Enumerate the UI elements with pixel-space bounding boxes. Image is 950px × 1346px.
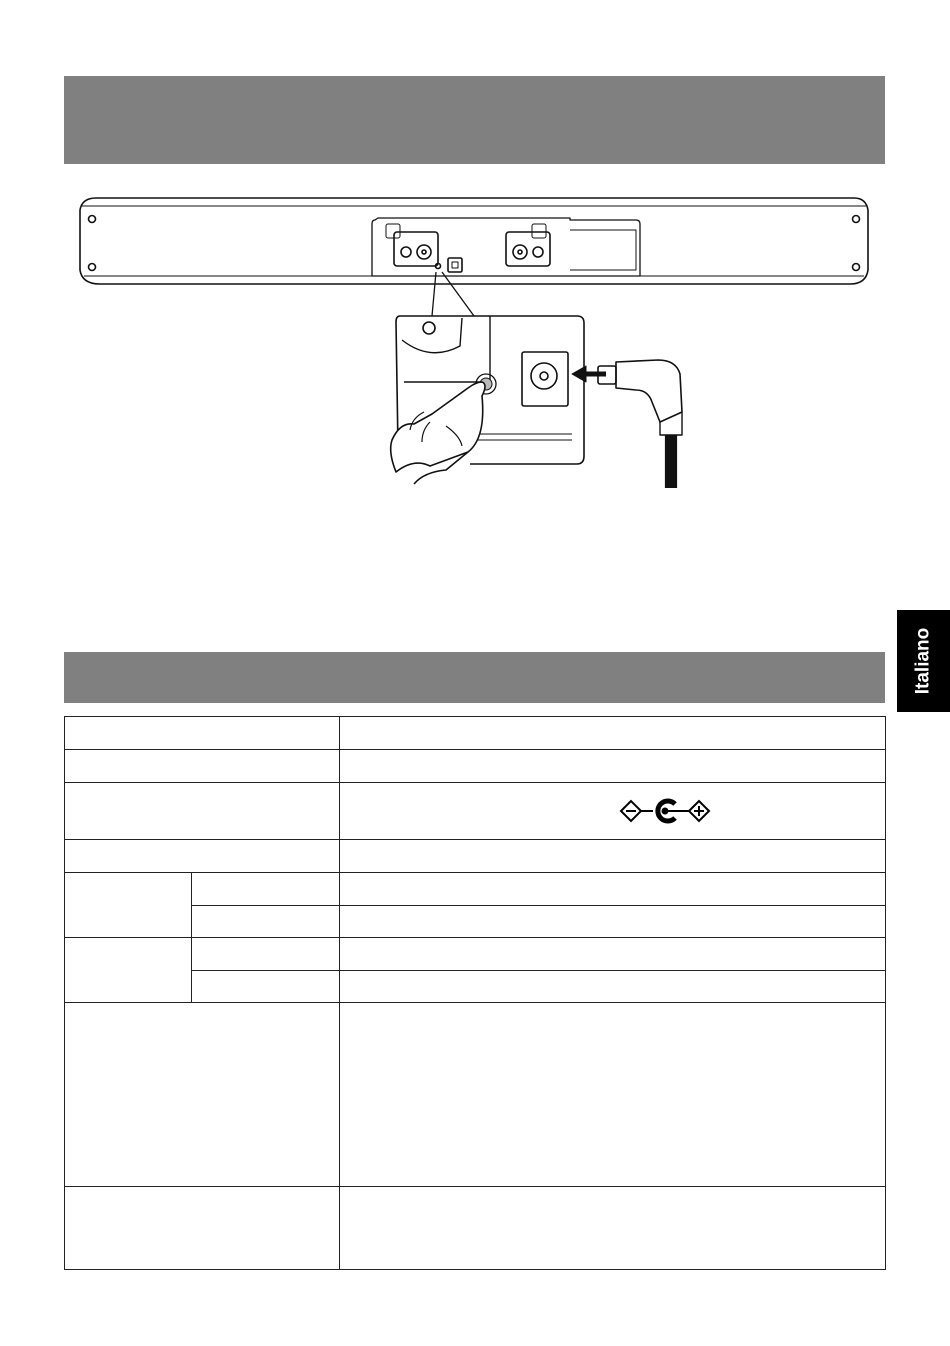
spec-sub-label [192, 938, 340, 971]
table-row [65, 750, 886, 783]
spec-value [340, 1187, 886, 1270]
spec-value-cell [340, 783, 886, 840]
spec-value [340, 750, 886, 783]
power-cable [572, 360, 682, 488]
table-row [65, 1003, 886, 1187]
spec-sub-label [192, 873, 340, 906]
spec-value [340, 1003, 886, 1187]
table-row [65, 873, 886, 906]
spec-label [65, 783, 340, 840]
spec-sub-label [192, 971, 340, 1003]
spec-value [340, 840, 886, 873]
spec-group-label [65, 938, 192, 1003]
spec-value [340, 873, 886, 906]
table-row [65, 717, 886, 750]
dc-polarity-icon [618, 798, 712, 824]
spec-label [65, 1187, 340, 1270]
specifications-table [64, 716, 886, 1270]
table-row [65, 938, 886, 971]
spec-label [65, 750, 340, 783]
table-row [65, 783, 886, 840]
spec-value [340, 906, 886, 938]
spec-value [340, 971, 886, 1003]
device-connection-illustration [70, 190, 880, 495]
header-band [64, 76, 885, 164]
language-tab[interactable] [897, 610, 950, 712]
finger-pressing-button [391, 382, 485, 484]
spec-label [65, 1003, 340, 1187]
spec-value [340, 717, 886, 750]
table-row [65, 840, 886, 873]
table-row [65, 1187, 886, 1270]
spec-label [65, 840, 340, 873]
language-tab-label: Italiano [912, 627, 934, 695]
spec-value [340, 938, 886, 971]
specifications-header-band [64, 652, 885, 703]
soundbar-rear-panel [80, 198, 868, 284]
spec-label [65, 717, 340, 750]
spec-group-label [65, 873, 192, 938]
spec-sub-label [192, 906, 340, 938]
